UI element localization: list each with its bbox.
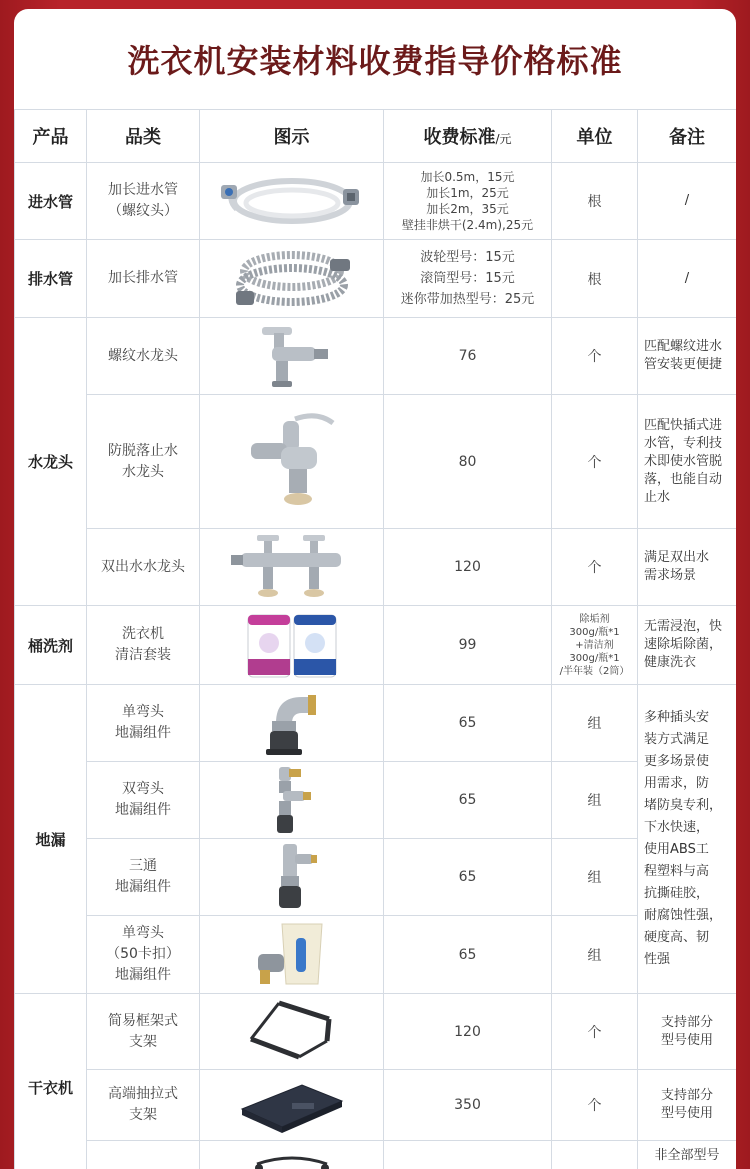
header-price	[384, 110, 552, 163]
unit-cell: 组	[552, 916, 638, 994]
table-row	[15, 1070, 737, 1141]
picture-cell	[200, 762, 384, 839]
tee-drain-image	[257, 840, 327, 914]
picture-cell	[200, 606, 384, 685]
cleaning-kit-image	[242, 609, 342, 681]
unit-cell: 组	[552, 839, 638, 916]
category-cell: 单弯头 （50卡扣） 地漏组件	[87, 916, 200, 994]
product-cell: 排水管	[15, 240, 87, 318]
note-cell: 多种插头安 装方式满足 更多场景使 用需求，防 堵防臭专利， 下水快速， 使用ABS工 程塑料与高 抗撕硅胶， 耐腐蚀性强， 硬度高、韧 性强	[638, 685, 737, 994]
page-title: 洗衣机安装材料收费指导价格标准	[14, 9, 736, 109]
inlet-hose-image	[217, 169, 367, 233]
product-cell: 干衣机	[15, 994, 87, 1169]
unit-cell: 个	[552, 529, 638, 606]
note-cell: 无需浸泡，快 速除垢除菌， 健康洗衣	[638, 606, 737, 685]
header-note: 备注	[638, 110, 737, 163]
price-cell	[384, 1141, 552, 1169]
picture-cell	[200, 1141, 384, 1169]
note-cell: 支持部分 型号使用	[638, 994, 737, 1070]
price-cell: 99	[384, 606, 552, 685]
table-row	[15, 685, 737, 762]
product-cell: 桶洗剂	[15, 606, 87, 685]
table-row	[15, 318, 737, 395]
table-row	[15, 762, 737, 839]
price-cell: 80	[384, 395, 552, 529]
product-cell: 进水管	[15, 163, 87, 240]
note-cell: 匹配快插式进 水管，专利技 术即使水管脱 落，也能自动 止水	[638, 395, 737, 529]
unit-cell: 根	[552, 163, 638, 240]
unit-cell: 个	[552, 1070, 638, 1141]
table-row	[15, 606, 737, 685]
price-cell: 65	[384, 685, 552, 762]
table-row	[15, 839, 737, 916]
price-cell: 120	[384, 994, 552, 1070]
pullout-stand-image	[232, 1073, 352, 1137]
single-elbow-drain-image	[252, 687, 332, 759]
picture-cell	[200, 685, 384, 762]
header-unit: 单位	[552, 110, 638, 163]
picture-cell	[200, 994, 384, 1070]
price-cell: 65	[384, 762, 552, 839]
picture-cell	[200, 395, 384, 529]
price-card	[14, 9, 736, 1169]
table-row	[15, 240, 737, 318]
price-cell: 350	[384, 1070, 552, 1141]
unit-cell: 个	[552, 395, 638, 529]
clip-drain-image	[252, 918, 332, 992]
category-cell: 高端抽拉式 支架	[87, 1070, 200, 1141]
picture-cell	[200, 1070, 384, 1141]
category-cell: 双出水水龙头	[87, 529, 200, 606]
dual-outlet-faucet-image	[227, 531, 357, 603]
note-cell: 匹配螺纹进水 管安装更便捷	[638, 318, 737, 395]
product-cell: 地漏	[15, 685, 87, 994]
category-cell: 防脱落止水 水龙头	[87, 395, 200, 529]
picture-cell	[200, 240, 384, 318]
picture-cell	[200, 839, 384, 916]
category-cell: 螺纹水龙头	[87, 318, 200, 395]
frame-stand-image	[237, 997, 347, 1067]
unit-cell: 组	[552, 762, 638, 839]
table-row	[15, 1141, 737, 1169]
price-cell: 65	[384, 916, 552, 994]
picture-cell	[200, 916, 384, 994]
unit-cell	[552, 1141, 638, 1169]
note-cell: 非全部型号	[638, 1141, 737, 1169]
product-cell: 水龙头	[15, 318, 87, 606]
unit-cell: 组	[552, 685, 638, 762]
table-row	[15, 529, 737, 606]
category-cell: 加长排水管	[87, 240, 200, 318]
price-cell: 加长0.5m，15元 加长1m，25元 加长2m，35元 壁挂非烘干(2.4m),25元	[384, 163, 552, 240]
header-price-label: 收费标准	[423, 127, 495, 148]
picture-cell	[200, 163, 384, 240]
price-cell: 120	[384, 529, 552, 606]
header-product: 产品	[15, 110, 87, 163]
unit-cell: 个	[552, 318, 638, 395]
drain-hose-image	[222, 245, 362, 313]
price-cell: 65	[384, 839, 552, 916]
price-cell: 波轮型号：15元 滚筒型号：15元 迷你带加热型号：25元	[384, 240, 552, 318]
table-row	[15, 994, 737, 1070]
price-cell: 76	[384, 318, 552, 395]
partial-product-image	[237, 1146, 347, 1169]
table-row	[15, 916, 737, 994]
category-cell: 三通 地漏组件	[87, 839, 200, 916]
header-picture: 图示	[200, 110, 384, 163]
threaded-faucet-image	[242, 321, 342, 391]
unit-cell: 个	[552, 994, 638, 1070]
unit-cell: 根	[552, 240, 638, 318]
note-cell: /	[638, 240, 737, 318]
category-cell: 简易框架式 支架	[87, 994, 200, 1070]
price-table	[14, 109, 736, 1169]
double-elbow-drain-image	[257, 763, 327, 837]
table-row	[15, 163, 737, 240]
picture-cell	[200, 318, 384, 395]
note-cell: 满足双出水 需求场景	[638, 529, 737, 606]
category-cell: 加长进水管 （螺纹头）	[87, 163, 200, 240]
table-row	[15, 395, 737, 529]
category-cell: 双弯头 地漏组件	[87, 762, 200, 839]
header-category: 品类	[87, 110, 200, 163]
unit-cell: 除垢剂 300g/瓶*1 +清洁剂 300g/瓶*1 /半年装（2筒）	[552, 606, 638, 685]
note-cell: 支持部分 型号使用	[638, 1070, 737, 1141]
picture-cell	[200, 529, 384, 606]
category-cell: 单弯头 地漏组件	[87, 685, 200, 762]
header-price-unit: /元	[495, 132, 511, 146]
anti-detach-faucet-image	[237, 407, 347, 517]
note-cell: /	[638, 163, 737, 240]
table-header-row	[15, 110, 737, 163]
category-cell: 洗衣机 清洁套装	[87, 606, 200, 685]
category-cell	[87, 1141, 200, 1169]
